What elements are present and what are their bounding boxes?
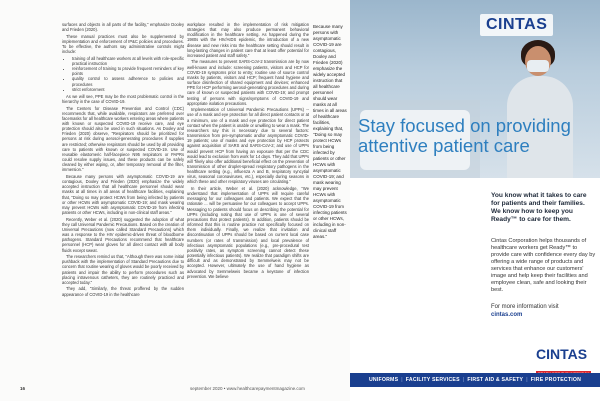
paragraph: Recently, Weber et al. (2020) suggested the adoption of what they call Universal Pandemic Precautions. Based on the creation of Universal Precautions (now called Standard Precautions) which was a response to the HIV epidemic-driven threat of bloodborne pathogens. Standard Precautions recommend that healthcare personnel (HCP) wear gloves for all direct contact with all body fluids except sweat. bbox=[62, 216, 184, 253]
separator: | bbox=[526, 377, 528, 383]
paragraph: Because many persons with asymptomatic COVID-19 are contagious, Dooley and Frieden (2020) emphasize the widely accepted instruction that all healthcare personnel should wear masks at all times in all areas of healthcare facilities, explaining that, "Doing so may protect HCWs from being infected by patients or other HCWs with asymptomatic COVID-19; and mask wearing may prevent HCWs with asymptomatic COVID-19 from infecting patients or other HCWs, including in non-clinical staff areas." bbox=[62, 173, 184, 216]
paragraph: surfaces and objects in all parts of the facility," emphasize Dooley and Frieden (2020). bbox=[62, 22, 184, 33]
paragraph: They add, "Similarly, the threat proffered by the sudden appearance of COVID-19 in the healthcare bbox=[62, 286, 184, 297]
list-item: • quality control to assess adherence to policies and procedures bbox=[72, 76, 184, 86]
article-column-1 bbox=[62, 22, 184, 372]
service-fire: FIRE PROTECTION bbox=[530, 377, 582, 383]
paragraph: Implementation of Universal Pandemic Precautions (UPPs) -- use of a mask and eye protection for all direct patient contacts or at a minimum, use of a mask and eye protection for direct patient contact when the patient is unable or unwilling to wear a mask. The researchers say this is necessary due to several factors: transmission from pre-symptomatic and/or asymptomatic COVID-19 patients; use of masks and eye protection by HCP protects against acquisition of SARS and SARS-CoV-2; and use of UPPs would prevent HCP from having an exposure that per the CDC would lead to exclusion from work for 14 days. They add that UPPs will "likely also offer additional beneficial effect on the prevention of transmission of other droplet-spread respiratory pathogens in the healthcare setting (e.g., influenza A and B, respiratory syncytial virus, seasonal coronaviruses, etc.), especially during seasons in which these and other respiratory viruses are circulating." bbox=[187, 107, 309, 185]
paragraph: The Centers for Disease Prevention and Control (CDC) recommends that, while available, respirators are preferred over facemasks for all healthcare workers entering areas where patients with known or suspected COVID-19 receive care, and eye protection should also be used in such situations. As Dooley and Frieden (2020) observe, "Respirators should be prioritized for persons at risk during aerosol-generating procedures if supplies are restricted; otherwise respirators should be used by all providing care to patients with known or suspected COVID-19. Use of reusable elastomeric half-facepiece N95 respirators or PAPRs could resolve supply issues, and these products can be safely cleaned by either wiping, or, after temporary removal of the filter, immersion." bbox=[62, 105, 184, 173]
cintas-url-link[interactable]: cintas.com bbox=[491, 311, 523, 318]
article-column-2 bbox=[187, 22, 309, 372]
page-footer bbox=[20, 386, 35, 391]
separator: | bbox=[462, 377, 465, 383]
paragraph: workplace resulted in the implementation of risk mitigation strategies that may also produce permanent behavioral modification in the healthcare setting. As happened during the 1980s with the HIV/AIDS epidemic, the introduction of a new disease and new risks into the healthcare setting should result in long-lasting changes in patient care that at least offer potential for increased patient and staff safety." bbox=[187, 22, 309, 58]
page-number: 16 bbox=[20, 386, 26, 391]
list-item: • strict enforcement bbox=[72, 87, 184, 92]
services-bar bbox=[350, 373, 600, 387]
paragraph: These manual practices must also be supplemented by implementation and enforcement of IP&C policies and procedures. To be effective, the authors say administrative controls might include: bbox=[62, 33, 184, 55]
service-uniforms: UNIFORMS bbox=[368, 377, 399, 383]
brand-name: CINTAS bbox=[536, 346, 588, 362]
list-item: • training of all healthcare workers at all levels with role-specific practical instruction bbox=[72, 56, 184, 66]
ad-photo bbox=[350, 0, 600, 178]
nurse-illustration bbox=[505, 40, 575, 178]
cintas-advertisement bbox=[350, 0, 600, 401]
paragraph: In their article, Weber et al. (2020) acknowledge, "We understand that implementation of UPPs will require careful messaging for our colleagues and patients. We expect that the rationale ... will be persuasive for our colleagues to accept UPPs. Messaging to patients should focus on describing the potential for UPPs (including noting that use of UPPs is one of several precautions that protect patients). In addition, patients should be informed that this is routine practice not specifically focused on them individually. Finally, we realize that invitation and discontinuation of UPPs should be based on current local case numbers (or rates of transmission) and local prevalence of infectious asymptomatic populations (e.g., pre-procedural test positivity rates, as symptom screening cannot detect these potentially infectious patients). We realize that paradigm shifts are difficult and as demonstrated by Semmelweis may not be accepted. However, ultimately the use of hand hygiene as advocated by Semmelweis became a keystone of infection prevention. We believe bbox=[187, 186, 309, 279]
ad-tagline: Stay focused on providing attentive patient care bbox=[358, 115, 571, 156]
footer-publication: september 2020 • www.healthcarepaymentmagazine.com bbox=[190, 386, 305, 391]
paragraph: As we will see, PPE may be the most problematic control in the hierarchy in the case of COVID-19. bbox=[62, 93, 184, 104]
ad-headline: You know what it takes to care for patients and their families. We know how to keep you Ready™ to care for them. bbox=[491, 192, 587, 223]
more-info-label: For more information visit bbox=[491, 304, 559, 310]
paragraph: The researchers remind us that, "Although there was some initial pushback with the implementation of Standard Precautions due to concern that routine wearing of gloves would be poorly received by patients and impair the ability to perform procedures such as placing intravenous catheters, they are routinely practiced and accepted today." bbox=[62, 254, 184, 285]
service-facility: FACILITY SERVICES bbox=[405, 377, 460, 383]
pull-quote: Because many persons with asymptomatic COVID-19 are contagious, Dooley and Frieden (2020) emphasize the widely accepted instruction that all healthcare personnel should wear masks at all times in all areas of healthcare facilities, explaining that, "Doing so may protect HCWs from being infected by patients or other HCWs with asymptomatic COVID-19; and mask wearing may prevent HCWs with asymptomatic COVID-19 from infecting patients or other HCWs, including in non-clinical staff areas." bbox=[313, 24, 347, 239]
cintas-logo-top: CINTAS bbox=[480, 14, 553, 36]
service-first-aid: FIRST AID & SAFETY bbox=[467, 377, 524, 383]
ad-body-copy: Cintas Corporation helps thousands of healthcare workers get Ready™ to provide care with confidence every day by offering a wide range of products and services that enhance our customers' image and help keep their facilities and employee clean, safe and looking their best. bbox=[491, 238, 596, 293]
paragraph: The measures to prevent SARS-CoV-2 transmission are by now well-known and include: screening patients, visitors and HCP for COVID-19 symptoms prior to entry; routine use of source control masks by patients, visitors and HCP; frequent hand hygiene and surface disinfection of shared equipment and devices; enhanced PPE for HCP performing aerosol-generating procedures and during care of known or suspected patients with COVID-19; and prompt testing of persons with signs/symptoms of COVID-19 and appropriate isolation precautions. bbox=[187, 59, 309, 106]
ad-more-info bbox=[491, 304, 597, 319]
separator: | bbox=[401, 377, 403, 383]
list-item: • reinforcement of training to provide frequent reminders of key points bbox=[72, 66, 184, 76]
controls-list bbox=[68, 56, 184, 92]
